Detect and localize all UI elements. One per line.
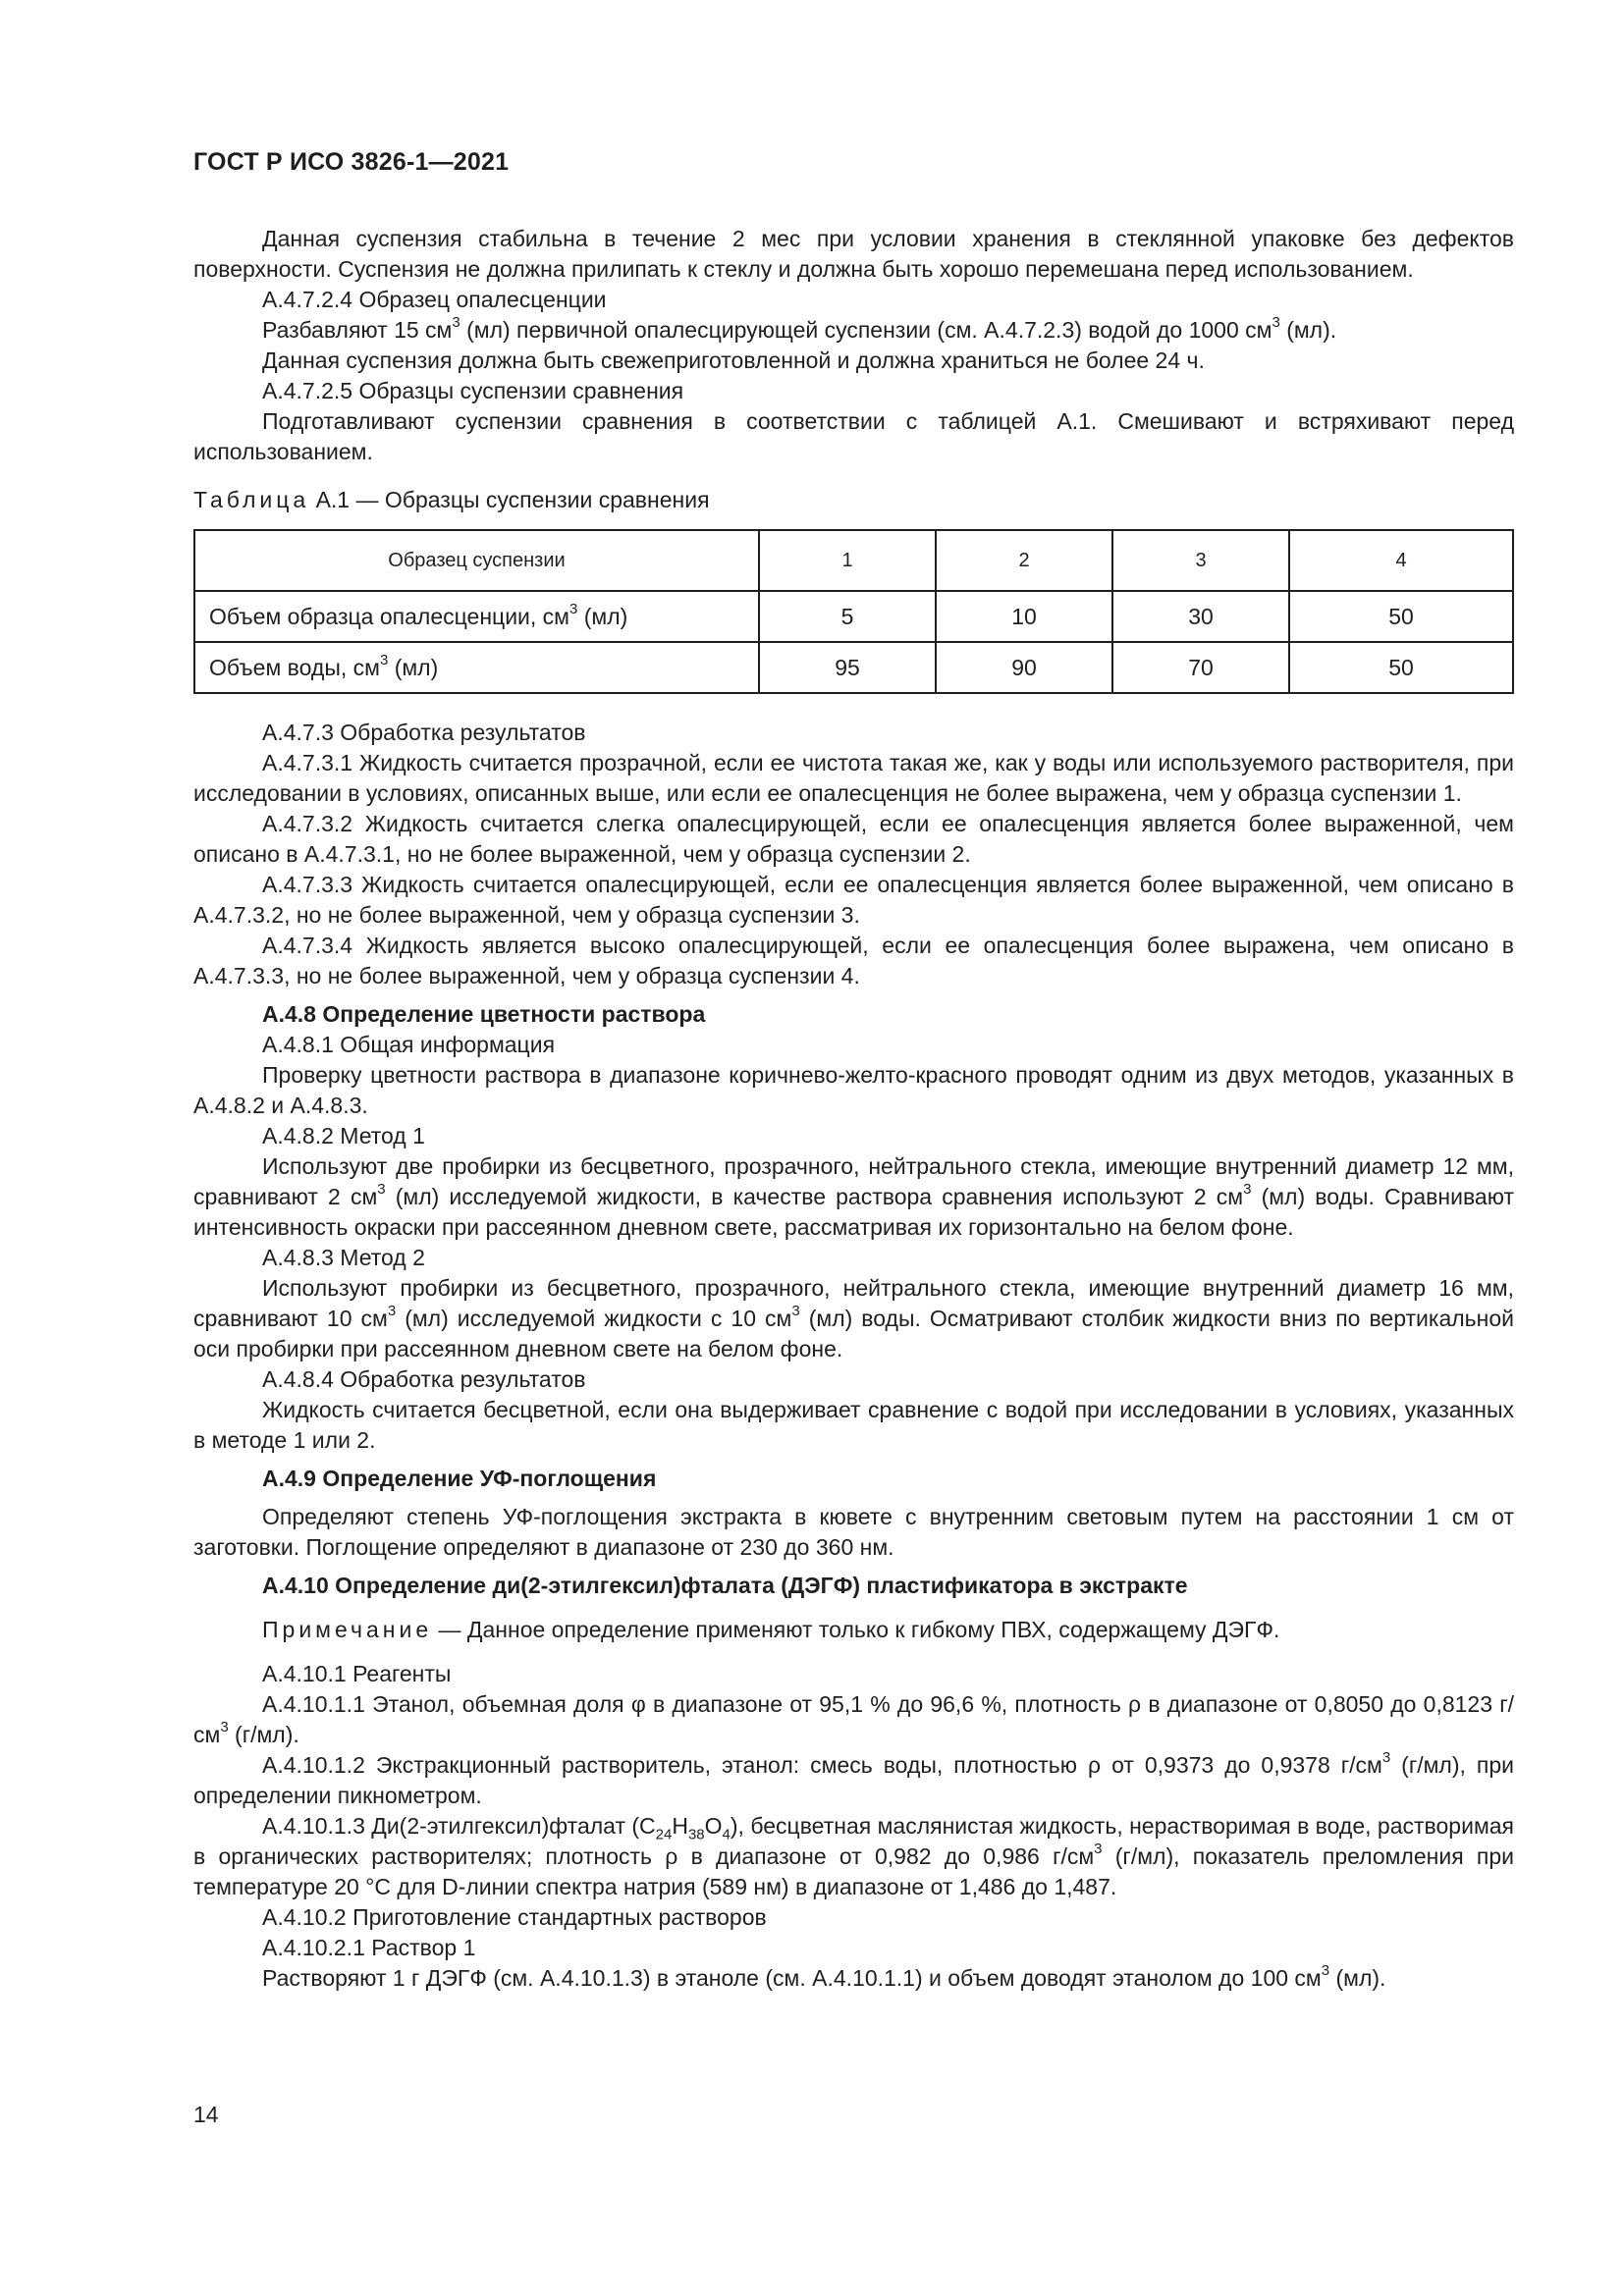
paragraph: Используют пробирки из бесцветного, прозрачного, нейтрального стекла, имеющие внутренний диаметр 16 мм, сравнивают 10 $см^3$ (мл) исследуемой жидкости с 10 $см^3$ (мл) воды. Осматривают столбик жидкости вниз по вертикальной оси пробирки при рассеянном дневном свете на белом фоне. [193,1275,1514,1362]
table-cell: 50 [1289,642,1513,693]
clause-heading: А.4.7.2.5 Образцы суспензии сравнения [262,378,684,403]
clause-heading: А.4.10.2.1 Раствор 1 [262,1935,476,1960]
paragraph: А.4.10.1.1 Этанол, объемная доля φ в диапазоне от 95,1 % до 96,6 %, плотность ρ в диапазоне от 0,8050 до 0,8123 $г/см^3$ (г/мл). [193,1691,1514,1747]
paragraph: Жидкость считается бесцветной, если она выдерживает сравнение с водой при исследовании в условиях, указанных в методе 1 или 2. [193,1397,1514,1453]
table-caption: Таблица А.1 — Образцы суспензии сравнения [193,487,710,512]
table-cell: 30 [1112,591,1289,642]
paragraph: А.4.10.1.3 Ди(2-этилгексил)фталат $(C_{24}H_{38}O_4)$, бесцветная маслянистая жидкость, нерастворимая в воде, растворимая в органических растворителях; плотность ρ в диапазоне от 0,982 до 0,986 $г/см^3$ (г/мл), показатель преломления при температуре 20 °С для D-линии спектра натрия (589 нм) в диапазоне от 1,486 до 1,487. [193,1813,1514,1899]
section-heading: А.4.10 Определение ди(2-этилгексил)фталата (ДЭГФ) пластификатора в экстракте [262,1573,1188,1598]
table-row-label: Объем воды, $см^3$ (мл) [194,642,759,693]
paragraph: Подготавливают суспензии сравнения в соответствии с таблицей А.1. Смешивают и встряхивают перед использованием. [193,408,1514,464]
paragraph: А.4.7.3.1 Жидкость считается прозрачной, если ее чистота такая же, как у воды или используемого растворителя, при исследовании в условиях, описанных выше, или если ее опалесценция не более выражена, чем у образца суспензии 1. [193,750,1514,806]
table-row [194,642,1513,693]
table-cell: 50 [1289,591,1513,642]
document-header: ГОСТ Р ИСО 3826-1—2021 [193,148,510,176]
clause-heading: А.4.7.3 Обработка результатов [262,720,586,745]
table-header-cell: 3 [1112,530,1289,591]
reference-suspension-table [193,529,1514,694]
table-header-row [194,530,1513,591]
paragraph: А.4.7.3.3 Жидкость считается опалесцирующей, если ее опалесценция является более выраженной, чем описано в А.4.7.3.2, но не более выраженной, чем у образца суспензии 3. [193,872,1514,928]
table-cell: 10 [936,591,1112,642]
document-body [193,224,1514,1994]
paragraph: Данная суспензия стабильна в течение 2 мес при условии хранения в стеклянной упаковке без дефектов поверхности. Суспензия не должна прилипать к стеклу и должна быть хорошо перемешана перед использованием. [193,226,1514,282]
clause-heading: А.4.7.2.4 Образец опалесценции [262,287,607,312]
paragraph: А.4.7.3.2 Жидкость считается слегка опалесцирующей, если ее опалесценция является более выраженной, чем описано в А.4.7.3.1, но не более выраженной, чем у образца суспензии 2. [193,811,1514,867]
clause-heading: А.4.8.3 Метод 2 [262,1245,425,1270]
table-header-cell: 4 [1289,530,1513,591]
table-row-label: Объем образца опалесценции, $см^3$ (мл) [194,591,759,642]
clause-heading: А.4.8.2 Метод 1 [262,1123,425,1148]
table-cell: 5 [759,591,936,642]
table-header-cell: Образец суспензии [194,530,759,591]
clause-heading: А.4.8.1 Общая информация [262,1032,556,1057]
note: Примечание — Данное определение применяют только к гибкому ПВХ, содержащему ДЭГФ. [262,1617,1280,1642]
paragraph: Определяют степень УФ-поглощения экстракта в кювете с внутренним световым путем на расстоянии 1 см от заготовки. Поглощение определяют в диапазоне от 230 до 360 нм. [193,1504,1514,1560]
paragraph: Используют две пробирки из бесцветного, прозрачного, нейтрального стекла, имеющие внутренний диаметр 12 мм, сравнивают 2 $см^3$ (мл) исследуемой жидкости, в качестве раствора сравнения используют 2 $см^3$ (мл) воды. Сравнивают интенсивность окраски при рассеянном дневном свете, рассматривая их горизонтально на белом фоне. [193,1153,1514,1240]
section-heading: А.4.9 Определение УФ-поглощения [262,1466,657,1491]
table-cell: 90 [936,642,1112,693]
paragraph: Проверку цветности раствора в диапазоне коричнево-желто-красного проводят одним из двух методов, указанных в А.4.8.2 и А.4.8.3. [193,1062,1514,1118]
section-heading: А.4.8 Определение цветности раствора [262,1001,706,1027]
clause-heading: А.4.8.4 Обработка результатов [262,1366,586,1392]
page-number: 14 [193,2102,219,2127]
paragraph: Данная суспензия должна быть свежеприготовленной и должна храниться не более 24 ч. [262,347,1205,373]
paragraph: А.4.7.3.4 Жидкость является высоко опалесцирующей, если ее опалесценция более выражена, чем описано в А.4.7.3.3, но не более выраженной, чем у образца суспензии 4. [193,933,1514,988]
table-cell: 70 [1112,642,1289,693]
paragraph: А.4.10.1.2 Экстракционный растворитель, этанол: смесь воды, плотностью ρ от 0,9373 до 0,9378 $г/см^3$ (г/мл), при определении пикнометром. [193,1749,1514,1808]
clause-heading: А.4.10.1 Реагенты [262,1661,452,1686]
paragraph: Разбавляют 15 $см^3$ (мл) первичной опалесцирующей суспензии (см. А.4.7.2.3) водой до 1000 $см^3$ (мл). [262,314,1337,343]
paragraph: Растворяют 1 г ДЭГФ (см. А.4.10.1.3) в этаноле (см. А.4.10.1.1) и объем доводят этанолом до 100 $см^3$ (мл). [262,1962,1386,1991]
table-header-cell: 1 [759,530,936,591]
clause-heading: А.4.10.2 Приготовление стандартных растворов [262,1904,767,1930]
table-header-cell: 2 [936,530,1112,591]
table-cell: 95 [759,642,936,693]
table-row [194,591,1513,642]
